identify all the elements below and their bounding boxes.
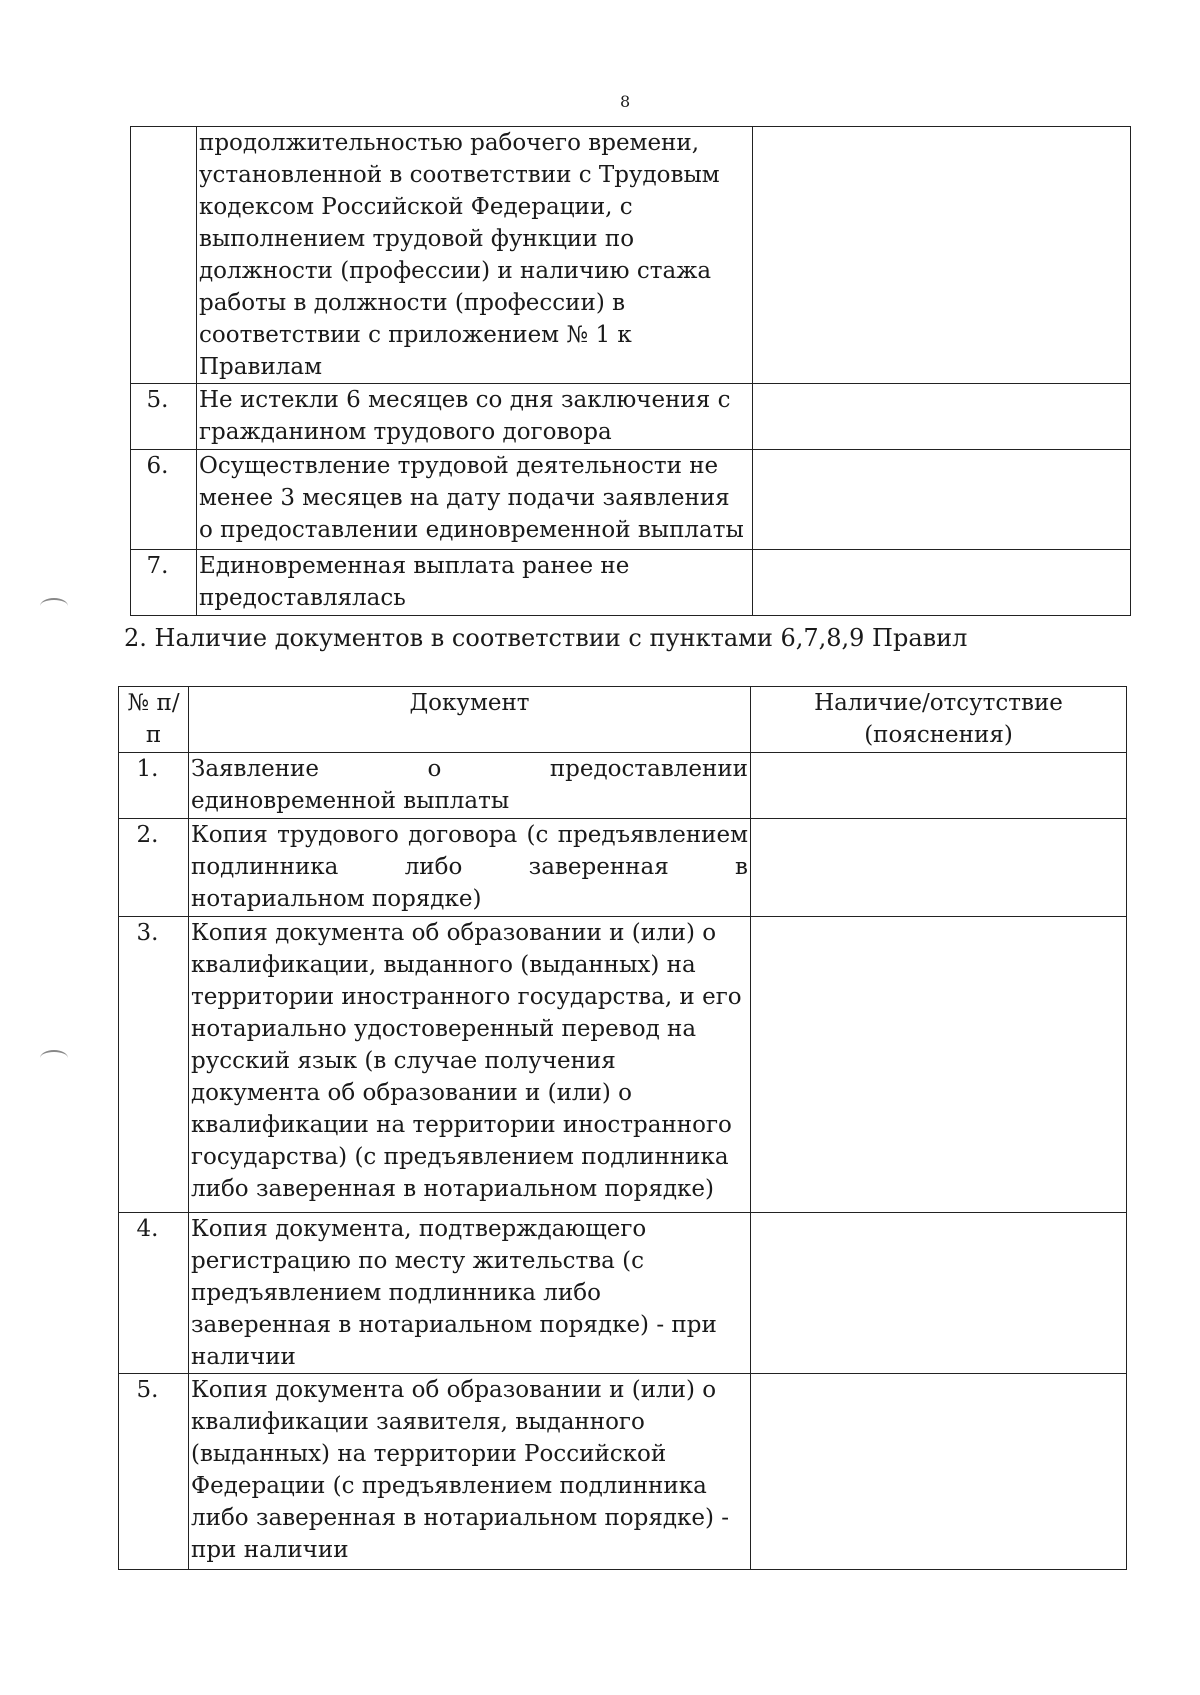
row-text: Копия документа об образовании и (или) о квалификации, выданного (выданных) на территории иностранного государства, и его нотариально удостоверенный перевод на русский язык (в случае получения документа об образовании и (или) о квалификации на территории иностранного государства) (с предъявлением подлинника либо заверенная в нотариальном порядке) bbox=[189, 917, 751, 1213]
page-number: 8 bbox=[620, 92, 631, 111]
row-text: Осуществление трудовой деятельности не менее 3 месяцев на дату подачи заявления о предоставлении единовременной выплаты bbox=[197, 450, 753, 550]
row-number: 5. bbox=[119, 1374, 189, 1570]
row-number bbox=[131, 127, 197, 384]
row-number: 7. bbox=[131, 550, 197, 616]
documents-table bbox=[118, 686, 1127, 1570]
scan-mark bbox=[40, 598, 68, 614]
table-row bbox=[131, 127, 1131, 384]
conditions-table-continued bbox=[130, 126, 1131, 616]
row-number: 1. bbox=[119, 753, 189, 819]
row-number: 4. bbox=[119, 1213, 189, 1374]
table-row bbox=[119, 1213, 1127, 1374]
table-row bbox=[131, 384, 1131, 450]
row-value-cell bbox=[753, 450, 1131, 550]
table-row bbox=[119, 753, 1127, 819]
header-document: Документ bbox=[189, 687, 751, 753]
row-value-cell bbox=[753, 550, 1131, 616]
table-row bbox=[131, 550, 1131, 616]
row-number: 2. bbox=[119, 819, 189, 917]
table-row bbox=[119, 819, 1127, 917]
table-row bbox=[119, 917, 1127, 1213]
row-value-cell bbox=[753, 384, 1131, 450]
row-value-cell bbox=[751, 1213, 1127, 1374]
row-text: Единовременная выплата ранее не предоставлялась bbox=[197, 550, 753, 616]
row-text: Не истекли 6 месяцев со дня заключения с гражданином трудового договора bbox=[197, 384, 753, 450]
row-text: Копия документа, подтверждающего регистрацию по месту жительства (с предъявлением подлинника либо заверенная в нотариальном порядке) - при наличии bbox=[189, 1213, 751, 1374]
row-value-cell bbox=[751, 819, 1127, 917]
row-number: 3. bbox=[119, 917, 189, 1213]
table-row bbox=[119, 1374, 1127, 1570]
row-number: 6. bbox=[131, 450, 197, 550]
row-text: Копия документа об образовании и (или) о квалификации заявителя, выданного (выданных) на территории Российской Федерации (с предъявлением подлинника либо заверенная в нотариальном порядке) - при наличии bbox=[189, 1374, 751, 1570]
header-status: Наличие/отсутствие (пояснения) bbox=[751, 687, 1127, 753]
header-number: № п/п bbox=[119, 687, 189, 753]
scan-mark bbox=[40, 1050, 68, 1066]
row-value-cell bbox=[751, 753, 1127, 819]
row-text: продолжительностью рабочего времени, установленной в соответствии с Трудовым кодексом Российской Федерации, с выполнением трудовой функции по должности (профессии) и наличию стажа работы в должности (профессии) в соответствии с приложением № 1 к Правилам bbox=[197, 127, 753, 384]
section-heading: 2. Наличие документов в соответствии с пунктами 6,7,8,9 Правил bbox=[124, 624, 968, 652]
row-text: Заявление о предоставлении единовременной выплаты bbox=[189, 753, 751, 819]
table-header-row bbox=[119, 687, 1127, 753]
table-row bbox=[131, 450, 1131, 550]
row-value-cell bbox=[751, 917, 1127, 1213]
row-number: 5. bbox=[131, 384, 197, 450]
row-value-cell bbox=[753, 127, 1131, 384]
row-value-cell bbox=[751, 1374, 1127, 1570]
row-text: Копия трудового договора (с предъявлением подлинника либо заверенная в нотариальном порядке) bbox=[189, 819, 751, 917]
